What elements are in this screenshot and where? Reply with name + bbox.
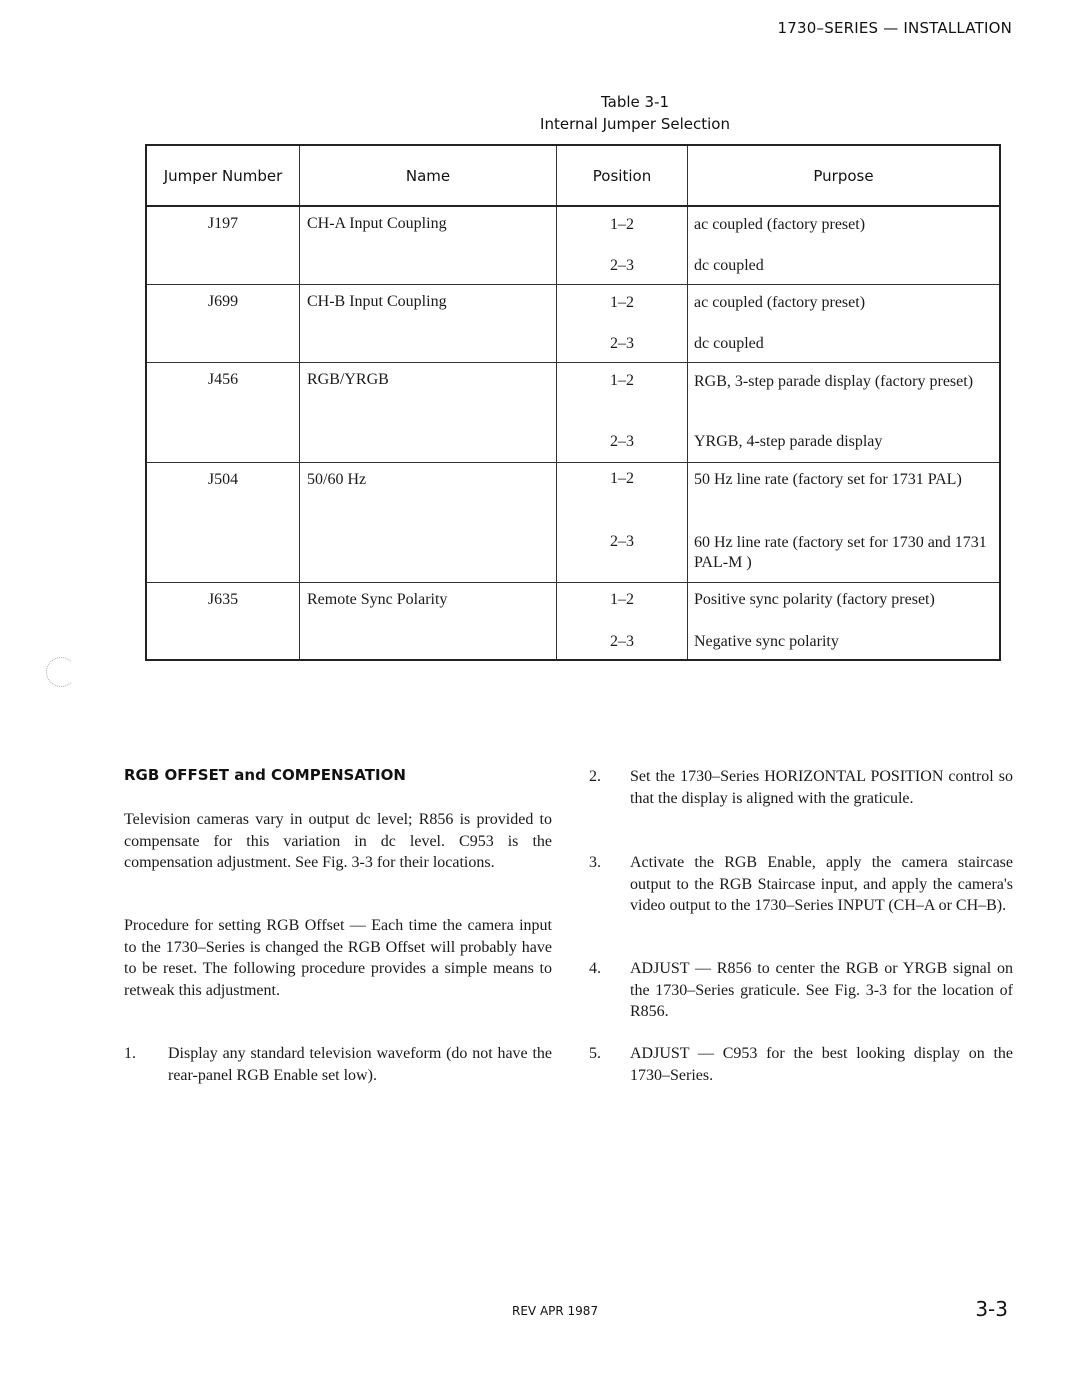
jumper-selection-table (145, 144, 1001, 661)
jumper-number: J699 (146, 284, 300, 362)
jumper-number: J456 (146, 362, 300, 462)
section-heading: RGB OFFSET and COMPENSATION (124, 766, 406, 784)
jumper-name: RGB/YRGB (300, 362, 557, 462)
revision-date: REV APR 1987 (512, 1304, 599, 1318)
intro-paragraph: Television cameras vary in output dc level; R856 is provided to compensate for this variation in dc level. C953 is the compensation adjustment. See Fig. 3-3 for their locations. (124, 811, 552, 871)
column-header-jumper-number: Jumper Number (146, 145, 300, 206)
jumper-position: 2–3 (557, 424, 688, 462)
jumper-name: Remote Sync Polarity (300, 582, 557, 660)
step-text: ADJUST — R856 to center the RGB or YRGB signal on the 1730–Series graticule. See Fig. 3-3 for the location of R856. (630, 960, 1013, 1020)
page-number: 3-3 (975, 1297, 1008, 1321)
jumper-purpose: YRGB, 4-step parade display (688, 424, 1001, 462)
jumper-position: 1–2 (557, 206, 688, 245)
running-header: 1730–SERIES — INSTALLATION (777, 19, 1012, 37)
procedure-step-5 (589, 1043, 1013, 1088)
column-header-position: Position (557, 145, 688, 206)
jumper-position: 1–2 (557, 362, 688, 424)
table-row (146, 284, 1000, 323)
jumper-position: 1–2 (557, 582, 688, 622)
jumper-position: 2–3 (557, 526, 688, 582)
table-row (146, 582, 1000, 622)
table-caption-title: Internal Jumper Selection (540, 115, 730, 133)
jumper-purpose: 60 Hz line rate (factory set for 1730 and 1731 PAL-M ) (688, 526, 1001, 582)
jumper-position: 2–3 (557, 245, 688, 284)
step-number: 3. (589, 854, 601, 871)
procedure-step-3 (589, 852, 1013, 940)
jumper-number: J635 (146, 582, 300, 660)
step-number: 5. (589, 1045, 601, 1062)
procedure-step-2 (589, 766, 1013, 832)
table-header-row (146, 145, 1000, 206)
table-row (146, 206, 1000, 245)
jumper-purpose: ac coupled (factory preset) (688, 284, 1001, 323)
column-header-purpose: Purpose (688, 145, 1001, 206)
jumper-position: 2–3 (557, 622, 688, 660)
procedure-step-1 (124, 1043, 552, 1088)
column-header-name: Name (300, 145, 557, 206)
jumper-purpose: Positive sync polarity (factory preset) (688, 582, 1001, 622)
jumper-purpose: RGB, 3-step parade display (factory preset) (688, 362, 1001, 424)
jumper-number: J197 (146, 206, 300, 284)
step-text: Activate the RGB Enable, apply the camera staircase output to the RGB Staircase input, and apply the camera's video output to the 1730–Series INPUT (CH–A or CH–B). (630, 854, 1013, 914)
table-caption-number: Table 3-1 (600, 93, 670, 111)
jumper-position: 2–3 (557, 323, 688, 362)
procedure-intro-paragraph: Procedure for setting RGB Offset — Each time the camera input to the 1730–Series is changed the RGB Offset will probably have to be reset. The following procedure provides a simple means to retweak this adjustment. (124, 917, 552, 999)
step-number: 2. (589, 768, 601, 785)
table-row (146, 362, 1000, 424)
jumper-purpose: Negative sync polarity (688, 622, 1001, 660)
jumper-purpose: ac coupled (factory preset) (688, 206, 1001, 245)
jumper-name: 50/60 Hz (300, 462, 557, 582)
step-text: ADJUST — C953 for the best looking display on the 1730–Series. (630, 1045, 1013, 1084)
jumper-number: J504 (146, 462, 300, 582)
jumper-name: CH-A Input Coupling (300, 206, 557, 284)
step-number: 4. (589, 960, 601, 977)
jumper-name: CH-B Input Coupling (300, 284, 557, 362)
scan-artifact-icon (46, 657, 76, 687)
table-row (146, 462, 1000, 526)
procedure-step-4 (589, 958, 1013, 1024)
jumper-purpose: 50 Hz line rate (factory set for 1731 PAL) (688, 462, 1001, 526)
jumper-purpose: dc coupled (688, 323, 1001, 362)
step-text: Set the 1730–Series HORIZONTAL POSITION control so that the display is aligned with the graticule. (630, 768, 1013, 807)
step-number: 1. (124, 1045, 136, 1062)
step-text: Display any standard television waveform (do not have the rear-panel RGB Enable set low). (168, 1045, 552, 1084)
jumper-position: 1–2 (557, 462, 688, 526)
jumper-purpose: dc coupled (688, 245, 1001, 284)
jumper-position: 1–2 (557, 284, 688, 323)
